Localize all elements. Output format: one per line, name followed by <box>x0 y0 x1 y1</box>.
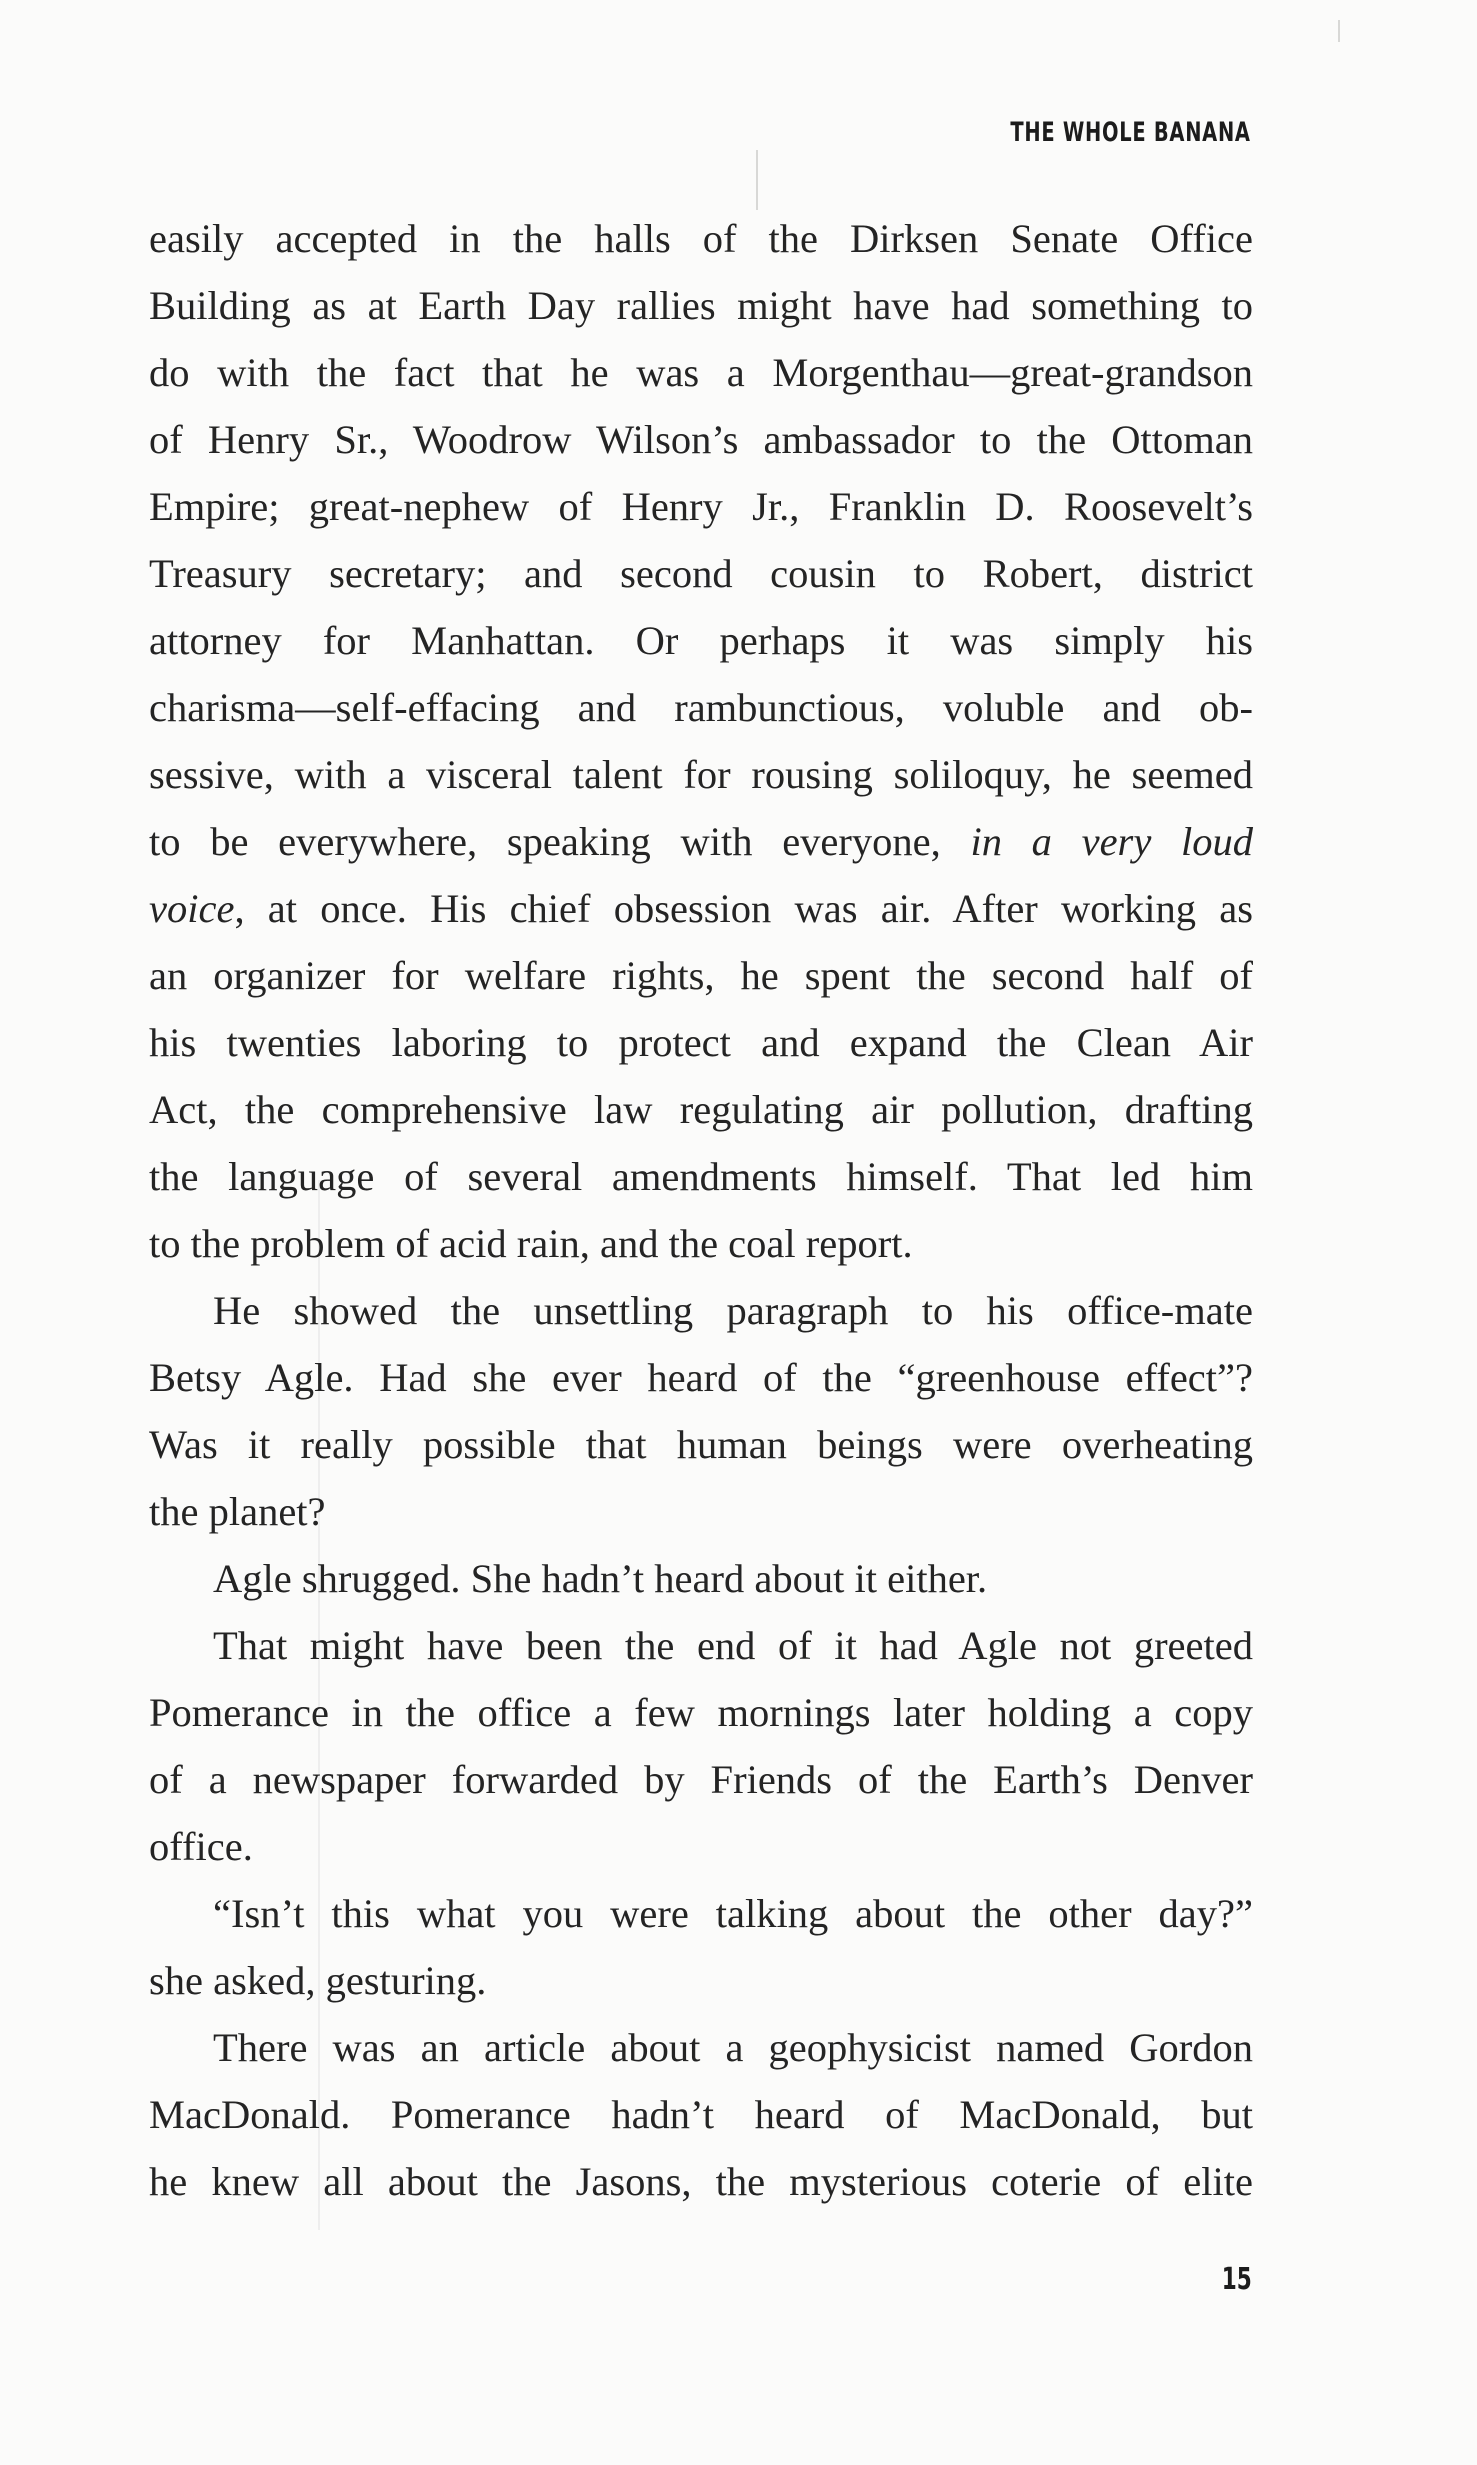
text-line <box>149 875 1253 942</box>
text-line: he knew all about the Jasons, the mysterious coterie of elite <box>149 2159 1253 2204</box>
text-line: an organizer for welfare rights, he spent the second half of <box>149 953 1253 998</box>
text-line: MacDonald. Pomerance hadn’t heard of MacDonald, but <box>149 2092 1253 2137</box>
text-line: He showed the unsettling paragraph to his office-mate <box>213 1288 1253 1333</box>
text-line: Treasury secretary; and second cousin to Robert, district <box>149 551 1253 596</box>
text-line: office. <box>149 1824 253 1869</box>
text-line: Empire; great-nephew of Henry Jr., Franklin D. Roosevelt’s <box>149 484 1253 529</box>
text-line: There was an article about a geophysicist named Gordon <box>213 2025 1253 2070</box>
text-line: Was it really possible that human beings were overheating <box>149 1422 1253 1467</box>
text-line: Pomerance in the office a few mornings later holding a copy <box>149 1690 1253 1735</box>
text-line: his twenties laboring to protect and expand the Clean Air <box>149 1020 1253 1065</box>
text-line: of Henry Sr., Woodrow Wilson’s ambassador to the Ottoman <box>149 417 1253 462</box>
text-line: Act, the comprehensive law regulating air pollution, drafting <box>149 1087 1253 1132</box>
text-line: attorney for Manhattan. Or perhaps it was simply his <box>149 618 1253 663</box>
text-line: of a newspaper forwarded by Friends of the Earth’s Denver <box>149 1757 1253 1802</box>
text-line: Betsy Agle. Had she ever heard of the “greenhouse effect”? <box>149 1355 1253 1400</box>
scan-crease-line <box>1338 20 1340 42</box>
page-number: 15 <box>1221 2262 1252 2297</box>
text-line: That might have been the end of it had Agle not greeted <box>213 1623 1253 1668</box>
text-line: the language of several amendments himself. That led him <box>149 1154 1253 1199</box>
text-line: she asked, gesturing. <box>149 1958 487 2003</box>
text-line: Building as at Earth Day rallies might have had something to <box>149 283 1253 328</box>
text-line: “Isn’t this what you were talking about the other day?” <box>213 1891 1253 1936</box>
running-head: THE WHOLE BANANA <box>1010 117 1251 148</box>
italic-emphasis: in a very loud <box>970 819 1254 864</box>
scan-crease-line <box>756 150 758 210</box>
body-text <box>149 205 1253 2215</box>
text-line: the planet? <box>149 1489 326 1534</box>
text-run: to be everywhere, speaking with everyone, <box>149 819 971 864</box>
italic-emphasis: voice <box>149 886 235 931</box>
text-line: easily accepted in the halls of the Dirksen Senate Office <box>149 216 1253 261</box>
text-line: Agle shrugged. She hadn’t heard about it either. <box>213 1556 988 1601</box>
text-line: sessive, with a visceral talent for rousing soliloquy, he seemed <box>149 752 1253 797</box>
text-line <box>149 808 1253 875</box>
text-line: charisma—self-effacing and rambunctious, voluble and ob- <box>149 685 1253 730</box>
text-line: do with the fact that he was a Morgenthau—great-grandson <box>149 350 1253 395</box>
text-run: , at once. His chief obsession was air. After working as <box>234 886 1253 931</box>
text-line: to the problem of acid rain, and the coal report. <box>149 1221 913 1266</box>
